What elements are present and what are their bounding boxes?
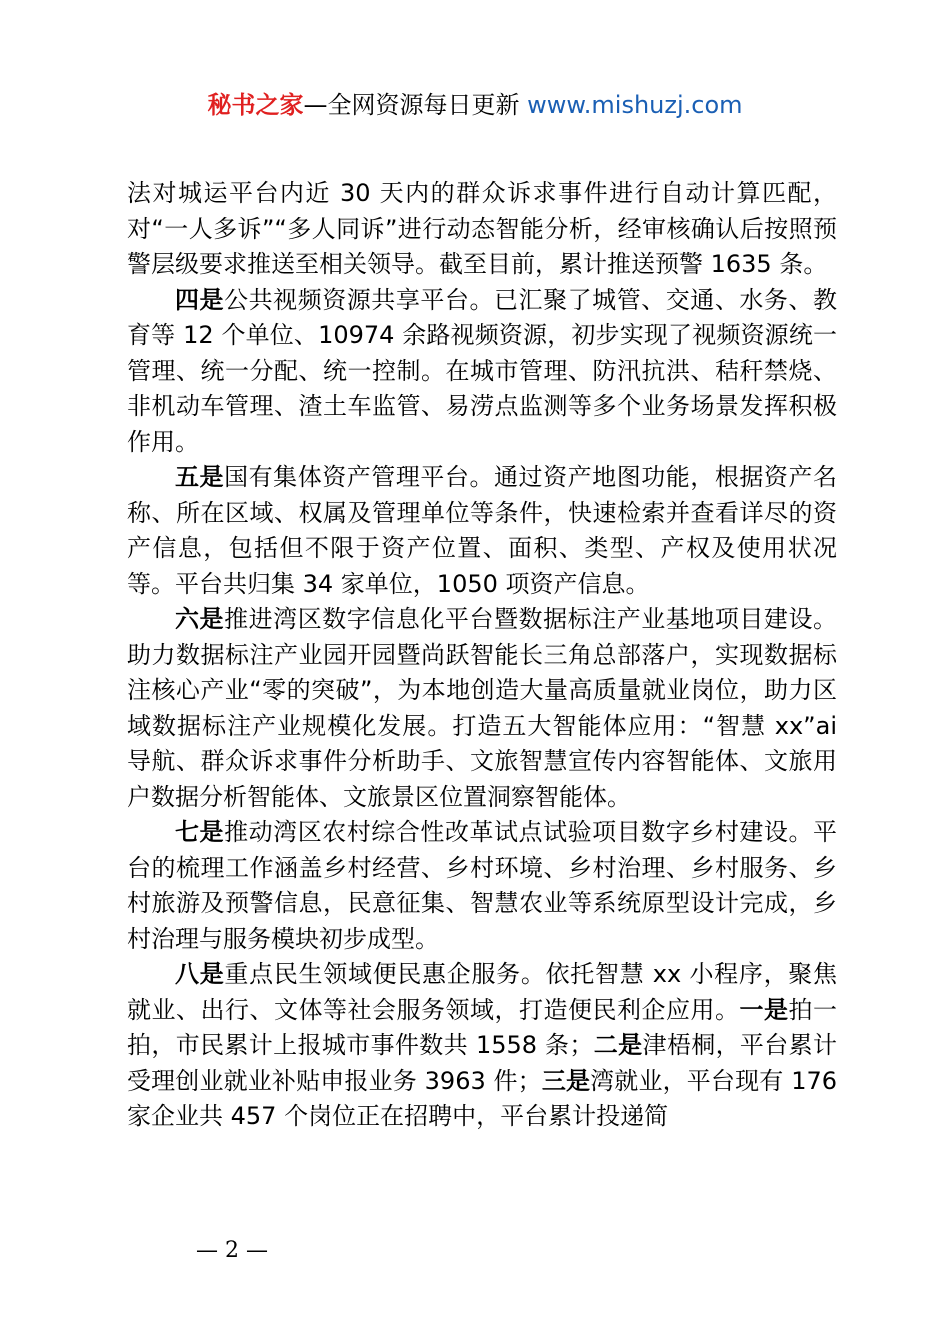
- paragraph-3-text: 国有集体资产管理平台。通过资产地图功能，根据资产名称、所在区域、权属及管理单位等条件，快速检索并查看详尽的资产信息，包括但不限于资产位置、面积、类型、产权及使用状况等。平台共归集 34 家单位，1050 项资产信息。: [127, 463, 837, 598]
- paragraph-1-text: 法对城运平台内近 30 天内的群众诉求事件进行自动计算匹配，对“一人多诉”“多人同诉”进行动态智能分析，经审核确认后按照预警层级要求推送至相关领导。截至目前，累计推送预警 1635 条。: [127, 179, 837, 278]
- site-brand: 秘书之家: [207, 91, 304, 119]
- paragraph-2: [127, 283, 837, 461]
- paragraph-6: [127, 957, 837, 1135]
- paragraph-4-lead: 六是: [175, 605, 225, 633]
- paragraph-5-lead: 七是: [175, 818, 225, 846]
- paragraph-6-text: 重点民生领域便民惠企服务。依托智慧 xx 小程序，聚焦就业、出行、文体等社会服务领域，打造便民利企应用。: [127, 960, 838, 1024]
- paragraph-4-text: 推进湾区数字信息化平台暨数据标注产业基地项目建设。助力数据标注产业园开园暨尚跃智能长三角总部落户，实现数据标注核心产业“零的突破”，为本地创造大量高质量就业岗位，助力区域数据标注产业规模化发展。打造五大智能体应用：“智慧 xx”ai 导航、群众诉求事件分析助手、文旅智慧宣传内容智能体、文旅用户数据分析智能体、文旅景区位置洞察智能体。: [127, 605, 837, 811]
- paragraph-6-item-3-text: 湾就业，平台现有 176 家企业共 457 个岗位正在招聘中，平台累计投递简: [127, 1066, 837, 1130]
- paragraph-5-text: 推动湾区农村综合性改革试点试验项目数字乡村建设。平台的梳理工作涵盖乡村经营、乡村环境、乡村治理、乡村服务、乡村旅游及预警信息，民意征集、智慧农业等系统原型设计完成，乡村治理与服务模块初步成型。: [127, 818, 837, 953]
- paragraph-6-item-2-text: 津梧桐，平台累计受理创业就业补贴申报业务 3963 件；: [127, 1031, 838, 1095]
- paragraph-5: [127, 815, 837, 957]
- site-tagline: —全网资源每日更新: [303, 91, 528, 119]
- paragraph-3-lead: 五是: [175, 463, 225, 491]
- paragraph-4: [127, 602, 837, 815]
- paragraph-1: [127, 176, 837, 283]
- paragraph-6-item-1-lead: 一是: [739, 995, 789, 1024]
- paragraph-6-item-2-lead: 二是: [593, 1031, 643, 1059]
- paragraph-2-text: 公共视频资源共享平台。已汇聚了城管、交通、水务、教育等 12 个单位、10974 余路视频资源，初步实现了视频资源统一管理、统一分配、统一控制。在城市管理、防汛抗洪、秸秆禁烧、非机动车管理、渣土车监管、易涝点监测等多个业务场景发挥积极作用。: [127, 285, 837, 456]
- site-url: www.mishuzj.com: [527, 91, 743, 119]
- paragraph-2-lead: 四是: [175, 285, 225, 314]
- site-header: [0, 88, 950, 122]
- paragraph-6-item-1-text: 拍一拍，市民累计上报城市事件数共 1558 条；: [127, 995, 837, 1059]
- paragraph-6-item-3-lead: 三是: [541, 1066, 591, 1095]
- document-body: [127, 176, 837, 1135]
- paragraph-6-lead: 八是: [175, 960, 225, 988]
- page-number: — 2 —: [196, 1238, 268, 1263]
- paragraph-3: [127, 460, 837, 602]
